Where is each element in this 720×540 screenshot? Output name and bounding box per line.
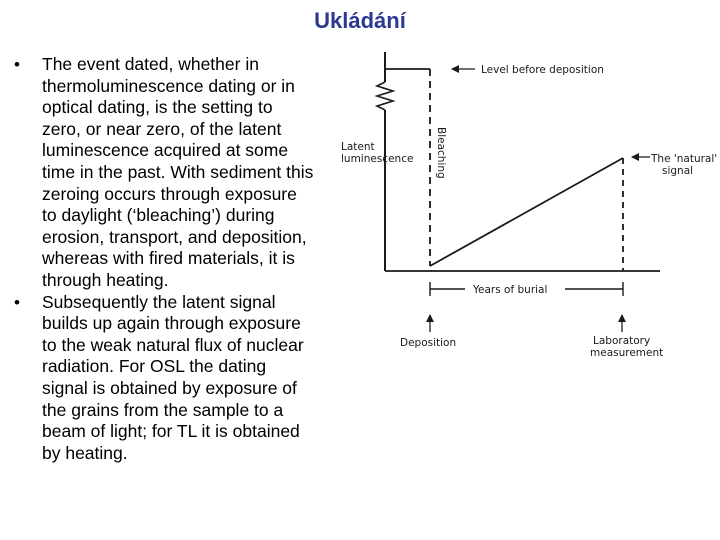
luminescence-diagram	[330, 40, 718, 370]
axis-break-zigzag	[377, 82, 393, 110]
latent-luminescence-label-line1: Latent	[341, 141, 375, 153]
natural-signal-label-line1: The 'natural'	[651, 153, 718, 165]
bullet-dot-icon: •	[14, 55, 20, 74]
latent-luminescence-label-line2: luminescence	[341, 153, 414, 165]
laboratory-measurement-label-line2: measurement	[590, 347, 664, 359]
bullet-item	[14, 292, 314, 465]
level-before-deposition-label: Level before deposition	[481, 64, 604, 76]
bullet-text: The event dated, whether in thermoluminescence dating or in optical dating, is the setting to zero, or near zero, of the latent luminescence acquired at some time in the past. With sediment this zeroing occurs through exposure to daylight (‘bleaching’) during erosion, transport, and deposition, whereas with fired materials, it is through heating.	[42, 54, 314, 290]
deposition-label: Deposition	[400, 337, 457, 349]
slide-title: Ukládání	[314, 8, 406, 33]
natural-signal-label-line2: signal	[662, 165, 694, 177]
bleaching-label: Bleaching	[435, 127, 447, 179]
years-of-burial-label: Years of burial	[473, 284, 548, 296]
bullet-dot-icon: •	[14, 292, 20, 312]
bullet-text: Subsequently the latent signal builds up again through exposure to the weak natural flux of nuclear radiation. For OSL the dating signal is obtained by exposure of the grains from the sample to a beam of light; for TL it is obtained by heating.	[42, 291, 304, 463]
laboratory-measurement-label-line1: Laboratory	[593, 335, 651, 347]
bullet-list	[14, 54, 314, 464]
bullet-item	[14, 54, 314, 292]
signal-buildup-line	[430, 158, 623, 266]
